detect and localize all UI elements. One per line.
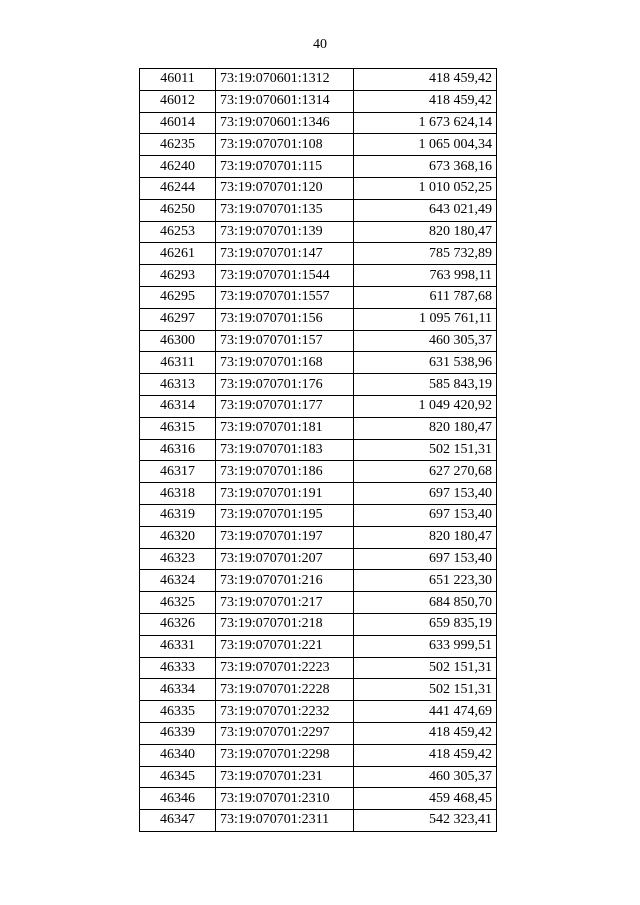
row-id-cell: 46300: [140, 330, 216, 352]
cadastral-value-cell: 785 732,89: [354, 243, 497, 265]
cadastral-number-cell: 73:19:070701:147: [216, 243, 354, 265]
cadastral-value-cell: 633 999,51: [354, 635, 497, 657]
cadastral-number-cell: 73:19:070701:120: [216, 177, 354, 199]
table-row: [140, 744, 497, 766]
table-row: [140, 570, 497, 592]
cadastral-value-cell: 820 180,47: [354, 221, 497, 243]
cadastral-number-cell: 73:19:070701:108: [216, 134, 354, 156]
cadastral-number-cell: 73:19:070701:157: [216, 330, 354, 352]
row-id-cell: 46235: [140, 134, 216, 156]
cadastral-number-cell: 73:19:070601:1314: [216, 90, 354, 112]
cadastral-value-cell: 585 843,19: [354, 374, 497, 396]
row-id-cell: 46331: [140, 635, 216, 657]
cadastral-number-cell: 73:19:070701:186: [216, 461, 354, 483]
table-row: [140, 613, 497, 635]
cadastral-number-cell: 73:19:070701:1557: [216, 286, 354, 308]
table-row: [140, 90, 497, 112]
cadastral-value-cell: 1 673 624,14: [354, 112, 497, 134]
cadastral-value-cell: 659 835,19: [354, 613, 497, 635]
cadastral-number-cell: 73:19:070701:183: [216, 439, 354, 461]
table-row: [140, 352, 497, 374]
cadastral-number-cell: 73:19:070701:231: [216, 766, 354, 788]
page-number: 40: [313, 37, 327, 52]
table-row: [140, 788, 497, 810]
table-row: [140, 177, 497, 199]
cadastral-value-cell: 684 850,70: [354, 592, 497, 614]
table-row: [140, 635, 497, 657]
cadastral-number-cell: 73:19:070701:195: [216, 504, 354, 526]
table-row: [140, 766, 497, 788]
table-row: [140, 417, 497, 439]
row-id-cell: 46293: [140, 265, 216, 287]
table-body: [140, 69, 497, 832]
row-id-cell: 46314: [140, 395, 216, 417]
cadastral-number-cell: 73:19:070701:197: [216, 526, 354, 548]
cadastral-value-cell: 502 151,31: [354, 439, 497, 461]
row-id-cell: 46295: [140, 286, 216, 308]
cadastral-value-cell: 763 998,11: [354, 265, 497, 287]
row-id-cell: 46325: [140, 592, 216, 614]
cadastral-number-cell: 73:19:070701:181: [216, 417, 354, 439]
row-id-cell: 46334: [140, 679, 216, 701]
row-id-cell: 46240: [140, 156, 216, 178]
cadastral-number-cell: 73:19:070701:168: [216, 352, 354, 374]
cadastral-value-cell: 627 270,68: [354, 461, 497, 483]
cadastral-value-cell: 1 049 420,92: [354, 395, 497, 417]
table-row: [140, 439, 497, 461]
cadastral-value-cell: 460 305,37: [354, 766, 497, 788]
cadastral-value-cell: 418 459,42: [354, 69, 497, 91]
cadastral-number-cell: 73:19:070701:1544: [216, 265, 354, 287]
table-row: [140, 265, 497, 287]
cadastral-number-cell: 73:19:070701:139: [216, 221, 354, 243]
row-id-cell: 46315: [140, 417, 216, 439]
row-id-cell: 46318: [140, 483, 216, 505]
table-row: [140, 221, 497, 243]
cadastral-number-cell: 73:19:070701:135: [216, 199, 354, 221]
cadastral-value-cell: 418 459,42: [354, 722, 497, 744]
cadastral-value-cell: 697 153,40: [354, 483, 497, 505]
row-id-cell: 46323: [140, 548, 216, 570]
cadastral-number-cell: 73:19:070701:156: [216, 308, 354, 330]
row-id-cell: 46311: [140, 352, 216, 374]
cadastral-number-cell: 73:19:070701:218: [216, 613, 354, 635]
cadastral-value-cell: 1 010 052,25: [354, 177, 497, 199]
cadastral-value-cell: 697 153,40: [354, 548, 497, 570]
cadastral-number-cell: 73:19:070701:2228: [216, 679, 354, 701]
table-row: [140, 286, 497, 308]
cadastral-value-cell: 418 459,42: [354, 90, 497, 112]
row-id-cell: 46345: [140, 766, 216, 788]
table-row: [140, 395, 497, 417]
cadastral-number-cell: 73:19:070701:207: [216, 548, 354, 570]
cadastral-value-cell: 611 787,68: [354, 286, 497, 308]
cadastral-value-cell: 820 180,47: [354, 526, 497, 548]
table-row: [140, 504, 497, 526]
cadastral-number-cell: 73:19:070701:176: [216, 374, 354, 396]
row-id-cell: 46250: [140, 199, 216, 221]
table-row: [140, 461, 497, 483]
cadastral-value-cell: 1 095 761,11: [354, 308, 497, 330]
cadastral-number-cell: 73:19:070701:191: [216, 483, 354, 505]
table-row: [140, 483, 497, 505]
row-id-cell: 46324: [140, 570, 216, 592]
table-row: [140, 134, 497, 156]
row-id-cell: 46317: [140, 461, 216, 483]
row-id-cell: 46014: [140, 112, 216, 134]
cadastral-number-cell: 73:19:070701:2311: [216, 810, 354, 832]
row-id-cell: 46297: [140, 308, 216, 330]
cadastral-number-cell: 73:19:070601:1312: [216, 69, 354, 91]
row-id-cell: 46261: [140, 243, 216, 265]
cadastral-number-cell: 73:19:070701:216: [216, 570, 354, 592]
cadastral-value-cell: 502 151,31: [354, 657, 497, 679]
cadastral-value-cell: 697 153,40: [354, 504, 497, 526]
row-id-cell: 46326: [140, 613, 216, 635]
row-id-cell: 46320: [140, 526, 216, 548]
cadastral-number-cell: 73:19:070701:217: [216, 592, 354, 614]
table-row: [140, 526, 497, 548]
table-row: [140, 112, 497, 134]
cadastral-number-cell: 73:19:070701:2298: [216, 744, 354, 766]
row-id-cell: 46012: [140, 90, 216, 112]
cadastral-value-cell: 542 323,41: [354, 810, 497, 832]
row-id-cell: 46335: [140, 701, 216, 723]
row-id-cell: 46011: [140, 69, 216, 91]
cadastral-number-cell: 73:19:070601:1346: [216, 112, 354, 134]
cadastral-value-cell: 418 459,42: [354, 744, 497, 766]
row-id-cell: 46316: [140, 439, 216, 461]
row-id-cell: 46319: [140, 504, 216, 526]
row-id-cell: 46313: [140, 374, 216, 396]
cadastral-number-cell: 73:19:070701:2223: [216, 657, 354, 679]
cadastral-value-cell: 441 474,69: [354, 701, 497, 723]
cadastral-number-cell: 73:19:070701:177: [216, 395, 354, 417]
cadastral-value-cell: 631 538,96: [354, 352, 497, 374]
cadastral-value-cell: 673 368,16: [354, 156, 497, 178]
row-id-cell: 46333: [140, 657, 216, 679]
cadastral-value-cell: 1 065 004,34: [354, 134, 497, 156]
row-id-cell: 46244: [140, 177, 216, 199]
table-row: [140, 243, 497, 265]
cadastral-value-cell: 459 468,45: [354, 788, 497, 810]
table-row: [140, 657, 497, 679]
cadastral-value-cell: 502 151,31: [354, 679, 497, 701]
cadastral-number-cell: 73:19:070701:2310: [216, 788, 354, 810]
table-row: [140, 374, 497, 396]
table-row: [140, 69, 497, 91]
row-id-cell: 46339: [140, 722, 216, 744]
table-row: [140, 548, 497, 570]
row-id-cell: 46346: [140, 788, 216, 810]
table-row: [140, 308, 497, 330]
table-row: [140, 156, 497, 178]
cadastral-value-cell: 460 305,37: [354, 330, 497, 352]
cadastral-value-cell: 651 223,30: [354, 570, 497, 592]
cadastral-number-cell: 73:19:070701:2297: [216, 722, 354, 744]
cadastral-value-cell: 643 021,49: [354, 199, 497, 221]
cadastral-number-cell: 73:19:070701:115: [216, 156, 354, 178]
table-row: [140, 810, 497, 832]
cadastral-value-table: [139, 68, 497, 832]
row-id-cell: 46347: [140, 810, 216, 832]
cadastral-number-cell: 73:19:070701:221: [216, 635, 354, 657]
cadastral-number-cell: 73:19:070701:2232: [216, 701, 354, 723]
row-id-cell: 46340: [140, 744, 216, 766]
table-row: [140, 592, 497, 614]
table-row: [140, 722, 497, 744]
table-row: [140, 199, 497, 221]
row-id-cell: 46253: [140, 221, 216, 243]
table-row: [140, 679, 497, 701]
table-row: [140, 330, 497, 352]
table-row: [140, 701, 497, 723]
cadastral-value-cell: 820 180,47: [354, 417, 497, 439]
